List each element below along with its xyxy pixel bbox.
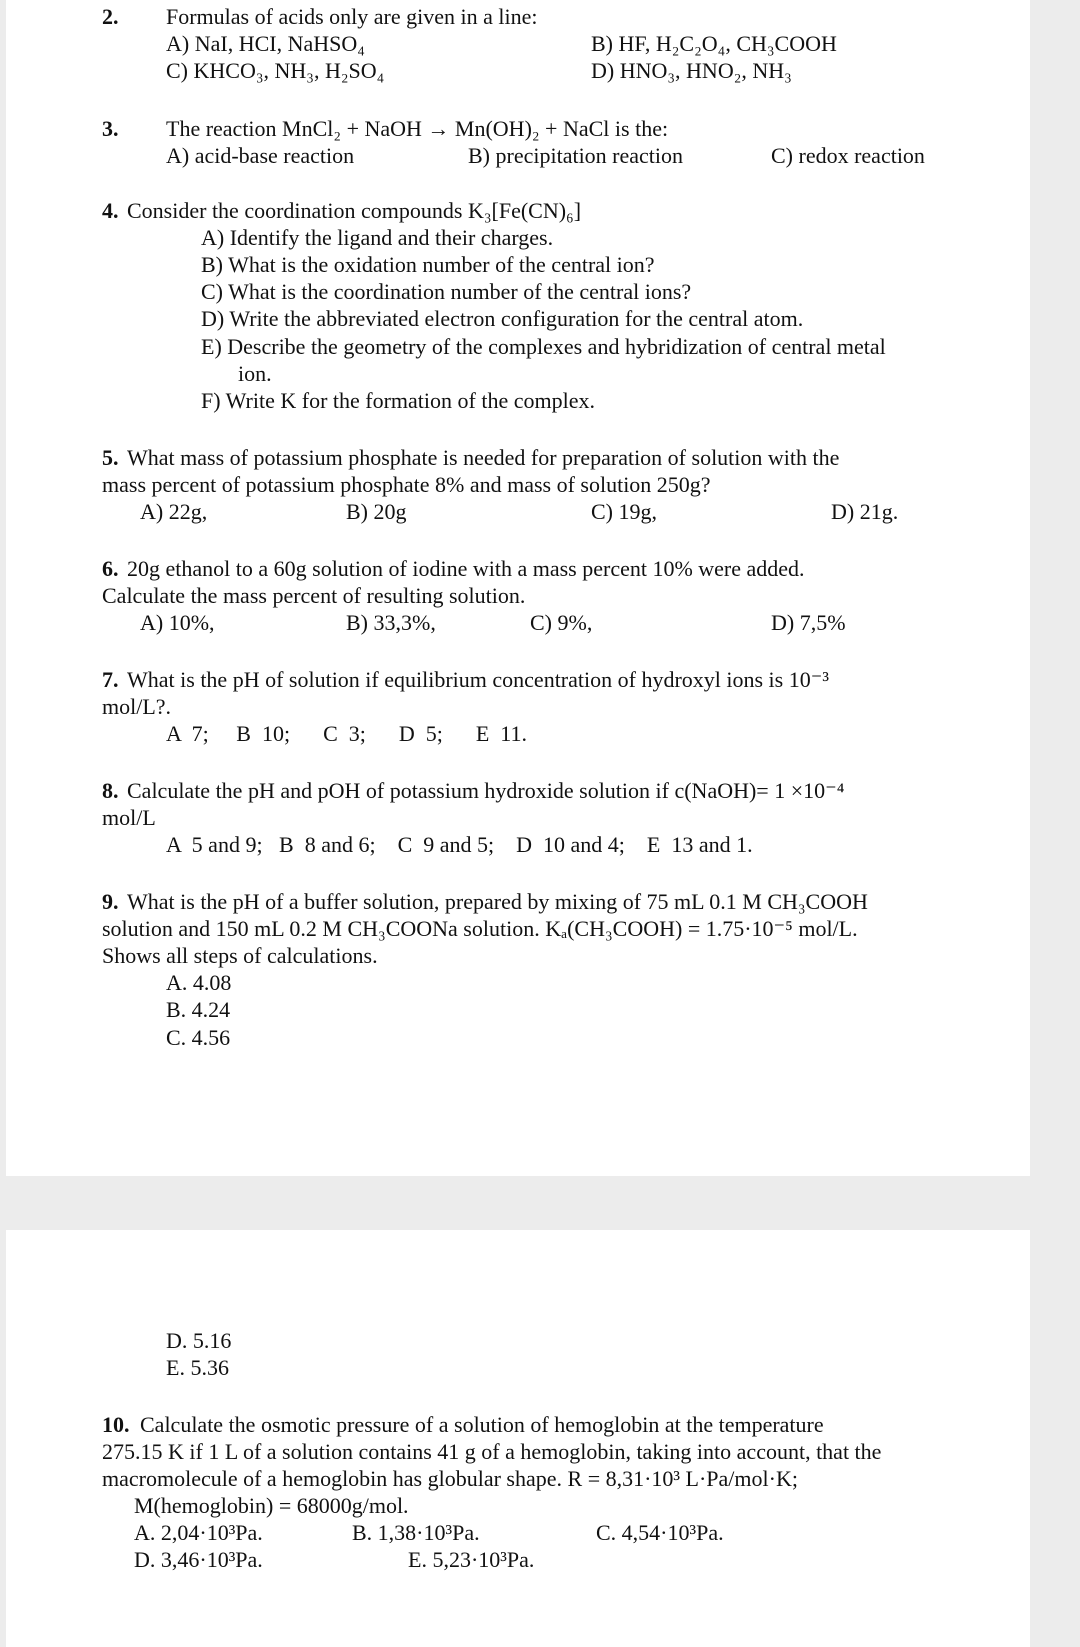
question-number: 6. <box>102 556 119 581</box>
question-number: 2. <box>102 4 119 29</box>
option-c: C. 4.56 <box>166 1025 231 1050</box>
option-a: A) NaI, HCI, NaHSO₄ <box>166 31 365 56</box>
question-number: 7. <box>102 667 119 692</box>
option-d: D. 5.16 <box>166 1328 232 1353</box>
option-a: A) 22g, <box>140 499 208 524</box>
question-stem-line-1: What mass of potassium phosphate is needed for preparation of solution with the <box>127 445 840 470</box>
option-d: D) 7,5% <box>771 610 846 635</box>
question-stem: Consider the coordination compounds K₃[Fe(CN)₆] <box>127 198 582 223</box>
question-stem-line-1: Calculate the osmotic pressure of a solution of hemoglobin at the temperature <box>140 1412 824 1437</box>
subquestion-f: F) Write K for the formation of the complex. <box>201 388 595 413</box>
option-b: B) 33,3%, <box>346 610 436 635</box>
subquestion-b: B) What is the oxidation number of the central ion? <box>201 252 655 277</box>
option-b: B. 4.24 <box>166 997 231 1022</box>
option-a: A. 4.08 <box>166 970 232 995</box>
question-number: 3. <box>102 116 119 141</box>
subquestion-e-cont: ion. <box>238 361 272 386</box>
option-b: B) 20g <box>346 499 407 524</box>
question-number: 4. <box>102 198 119 223</box>
exam-page-1 <box>6 0 1030 1176</box>
question-stem-line-4: M(hemoglobin) = 68000g/mol. <box>134 1493 409 1518</box>
exam-page-2 <box>6 1230 1030 1647</box>
question-stem-line-3: Shows all steps of calculations. <box>102 943 378 968</box>
option-c: C. 4,54·10³Pa. <box>596 1520 724 1545</box>
subquestion-a: A) Identify the ligand and their charges. <box>201 225 554 250</box>
question-stem-line-2: mol/L <box>102 805 156 830</box>
options-line: A 5 and 9; B 8 and 6; C 9 and 5; D 10 and 4; E 13 and 1. <box>166 832 753 857</box>
option-d: D) 21g. <box>831 499 899 524</box>
question-stem-line-2: 275.15 K if 1 L of a solution contains 41 g of a hemoglobin, taking into account, that the <box>102 1439 882 1464</box>
question-stem-line-2: Calculate the mass percent of resulting solution. <box>102 583 526 608</box>
question-number: 10. <box>102 1412 130 1437</box>
option-a: A) 10%, <box>140 610 215 635</box>
option-c: C) 9%, <box>530 610 593 635</box>
option-a: A) acid-base reaction <box>166 143 355 168</box>
question-stem-line-1: Calculate the pH and pOH of potassium hydroxide solution if c(NaOH)= 1 ×10⁻⁴ <box>127 778 845 803</box>
option-c: C) KHCO₃, NH₃, H₂SO₄ <box>166 58 385 83</box>
option-b: B) precipitation reaction <box>468 143 684 168</box>
question-stem-line-2: mass percent of potassium phosphate 8% and mass of solution 250g? <box>102 472 711 497</box>
question-stem: Formulas of acids only are given in a line: <box>166 4 538 29</box>
option-c: C) redox reaction <box>771 143 925 168</box>
option-e: E. 5,23·10³Pa. <box>408 1547 535 1572</box>
question-number: 8. <box>102 778 119 803</box>
option-c: C) 19g, <box>591 499 657 524</box>
question-stem-line-1: What is the pH of solution if equilibrium concentration of hydroxyl ions is 10⁻³ <box>127 667 829 692</box>
subquestion-c: C) What is the coordination number of the central ions? <box>201 279 692 304</box>
question-stem-line-1: 20g ethanol to a 60g solution of iodine with a mass percent 10% were added. <box>127 556 805 581</box>
option-e: E. 5.36 <box>166 1355 229 1380</box>
option-d: D. 3,46·10³Pa. <box>134 1547 263 1572</box>
question-stem-line-2: mol/L?. <box>102 694 172 719</box>
question-stem-line-3: macromolecule of a hemoglobin has globular shape. R = 8,31·10³ L·Pa/mol·K; <box>102 1466 798 1491</box>
options-line: A 7; B 10; C 3; D 5; E 11. <box>166 721 527 746</box>
subquestion-d: D) Write the abbreviated electron configuration for the central atom. <box>201 306 804 331</box>
subquestion-e: E) Describe the geometry of the complexes and hybridization of central metal <box>201 334 886 359</box>
option-d: D) HNO₃, HNO₂, NH₃ <box>591 58 792 83</box>
question-stem: The reaction MnCl₂ + NaOH → Mn(OH)₂ + NaCl is the: <box>166 116 669 141</box>
question-stem-line-2: solution and 150 mL 0.2 M CH₃COONa solution. Kₐ(CH₃COOH) = 1.75·10⁻⁵ mol/L. <box>102 916 858 941</box>
question-number: 9. <box>102 889 119 914</box>
option-b: B) HF, H₂C₂O₄, CH₃COOH <box>591 31 837 56</box>
question-number: 5. <box>102 445 119 470</box>
question-stem-line-1: What is the pH of a buffer solution, prepared by mixing of 75 mL 0.1 M CH₃COOH <box>127 889 868 914</box>
option-b: B. 1,38·10³Pa. <box>352 1520 480 1545</box>
option-a: A. 2,04·10³Pa. <box>134 1520 263 1545</box>
